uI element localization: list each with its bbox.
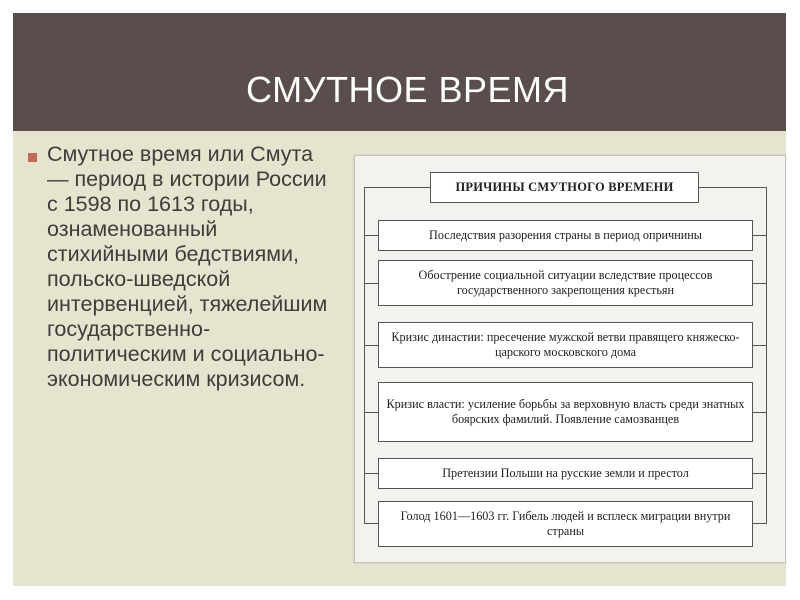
connector-tick xyxy=(753,473,767,474)
bullet-marker-icon xyxy=(28,153,37,162)
connector-top-left xyxy=(364,187,430,188)
connector-tick xyxy=(364,473,378,474)
connector-tick xyxy=(753,412,767,413)
bullet-text: Смутное время или Смута — период в истории России с 1598 по 1613 годы, ознаменованный стихийными бедствиями, польско-шведской интервенцией, тяжелейшим государственно-политическим и социально-экономическим кризисом. xyxy=(47,142,328,391)
cause-item: Голод 1601—1603 гг. Гибель людей и всплеск миграции внутри страны xyxy=(378,501,753,547)
connector-tick xyxy=(364,235,378,236)
causes-diagram xyxy=(354,155,786,563)
cause-item: Кризис династии: пресечение мужской ветви правящего княжеско-царского московского дома xyxy=(378,322,753,368)
slide-title: СМУТНОЕ ВРЕМЯ xyxy=(246,69,569,110)
connector-tick xyxy=(753,345,767,346)
connector-top-right xyxy=(699,187,767,188)
cause-item: Последствия разорения страны в период опричнины xyxy=(378,220,753,251)
connector-tick xyxy=(364,412,378,413)
cause-item: Обострение социальной ситуации вследствие процессов государственного закрепощения крестьян xyxy=(378,260,753,306)
title-bar xyxy=(13,13,786,131)
connector-tick xyxy=(753,523,767,524)
connector-tick xyxy=(753,235,767,236)
cause-item: Кризис власти: усиление борьбы за верховную власть среди знатных боярских фамилий. Появление самозванцев xyxy=(378,382,753,442)
connector-tick xyxy=(753,283,767,284)
cause-item: Претензии Польши на русские земли и престол xyxy=(378,458,753,489)
diagram-title: ПРИЧИНЫ СМУТНОГО ВРЕМЕНИ xyxy=(430,172,699,203)
connector-tick xyxy=(364,283,378,284)
connector-tick xyxy=(364,345,378,346)
connector-tick xyxy=(364,523,378,524)
